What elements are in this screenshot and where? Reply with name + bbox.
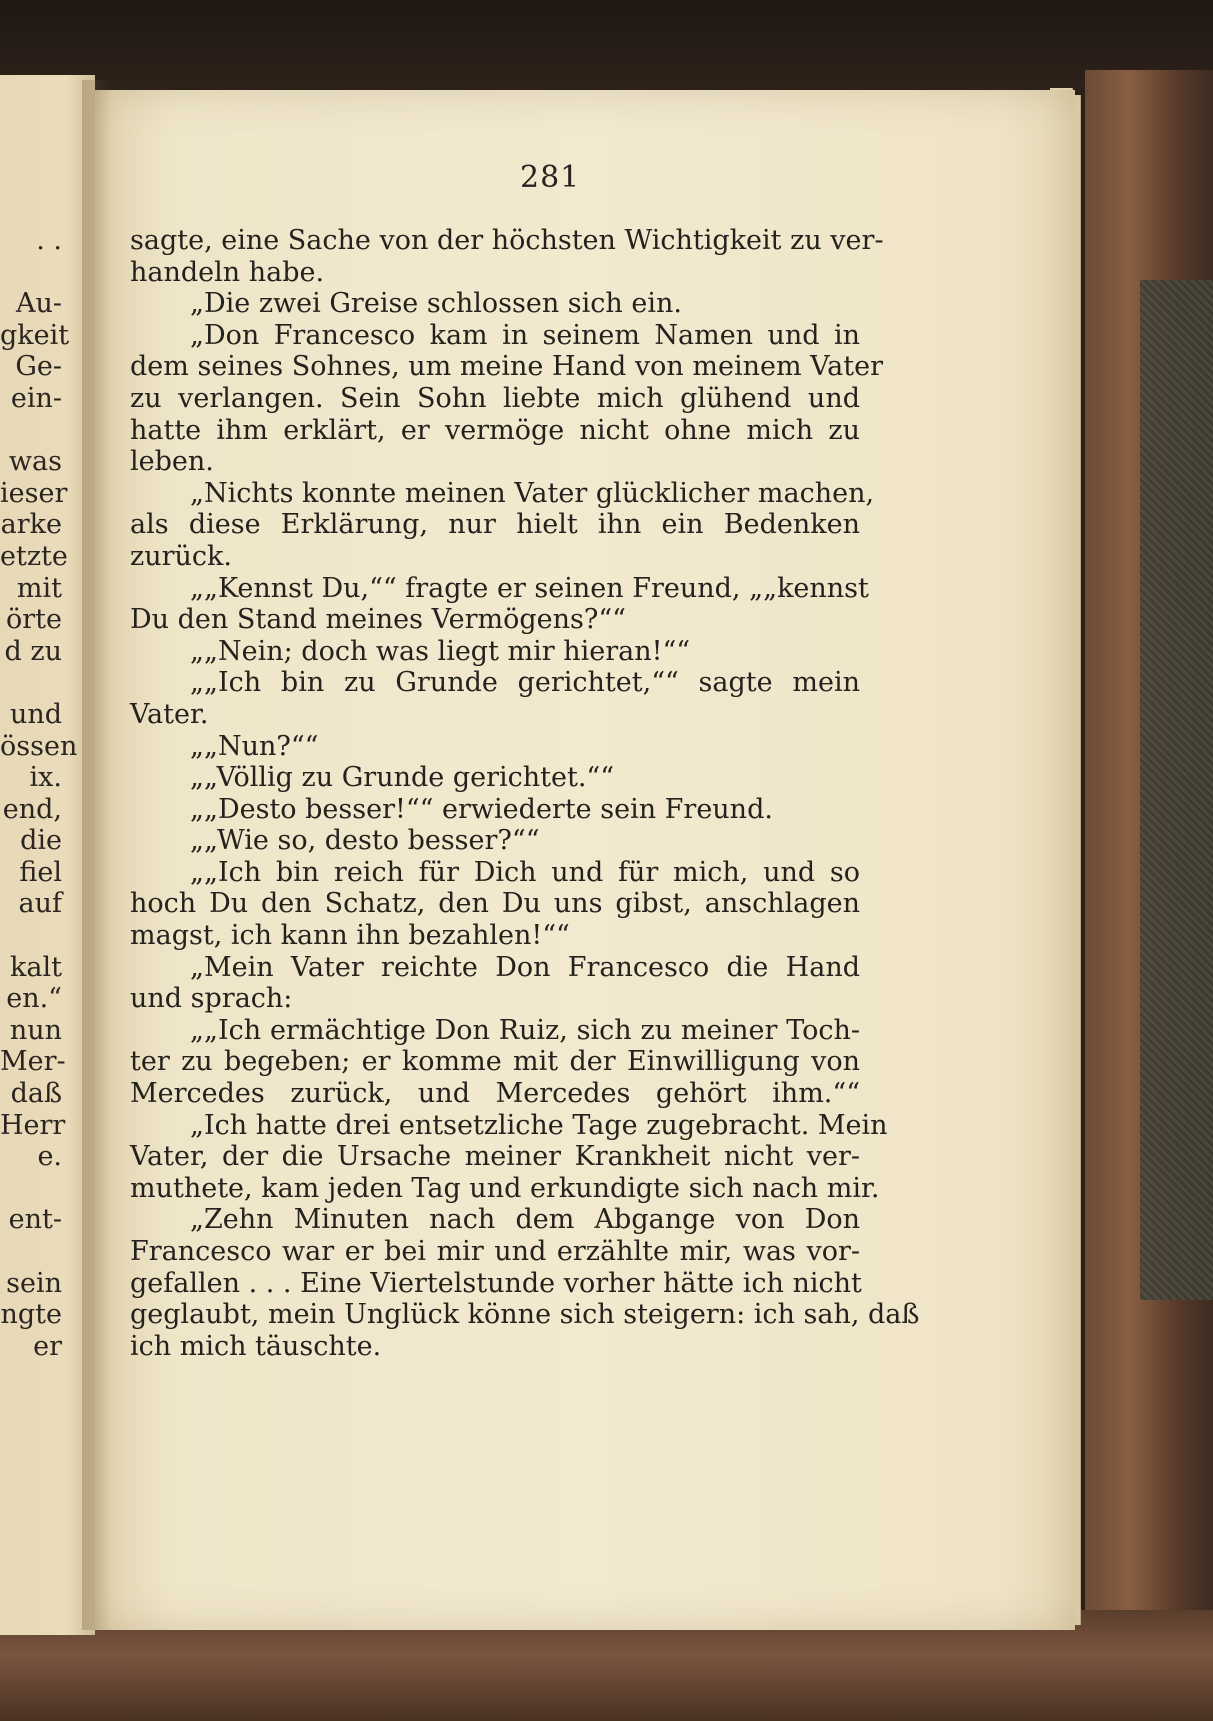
- text-line: magst, ich kann ihn bezahlen!““: [130, 920, 570, 952]
- previous-page-line: mit: [16, 572, 62, 604]
- previous-page-line: örte: [6, 604, 62, 636]
- cover-cloth: [1140, 280, 1213, 1300]
- previous-page-line: ent-: [8, 1204, 62, 1236]
- text-line: „„Kennst Du,““ fragte er seinen Freund, „„kennst: [190, 572, 869, 604]
- text-line: ter zu begeben; er komme mit der Einwilligung von: [130, 1046, 860, 1078]
- previous-page-line: fiel: [19, 856, 62, 888]
- text-line: Vater.: [130, 698, 209, 730]
- text-line: Francesco war er bei mir und erzählte mir, was vor-: [130, 1236, 860, 1267]
- previous-page-line: sein: [6, 1267, 62, 1299]
- previous-page-line: auf: [18, 888, 62, 920]
- text-line: geglaubt, mein Unglück könne sich steigern: ich sah, daß: [130, 1299, 920, 1331]
- text-line: „„Ich bin reich für Dich und für mich, und so: [190, 856, 860, 888]
- previous-page-line: . .: [36, 225, 62, 256]
- text-line: Du den Stand meines Vermögens?““: [130, 604, 626, 636]
- previous-page-line: [0, 257, 62, 289]
- previous-page-line: [0, 415, 62, 447]
- background-shadow: [0, 0, 1213, 90]
- text-line: handeln habe.: [130, 256, 325, 288]
- previous-page-line: Au-: [15, 288, 62, 320]
- text-line: „„Ich bin zu Grunde gerichtet,““ sagte mein: [190, 667, 860, 699]
- text-line: dem seines Sohnes, um meine Hand von meinem Vater: [130, 351, 883, 383]
- previous-page-line: die: [20, 825, 62, 857]
- text-line: „Ich hatte drei entsetzliche Tage zugebracht. Mein: [190, 1109, 888, 1141]
- page-number: 281: [520, 160, 581, 195]
- previous-page-line: kalt: [10, 951, 62, 983]
- previous-page-line: und: [9, 698, 62, 730]
- previous-page-line: etzte: [0, 540, 68, 572]
- text-line: hoch Du den Schatz, den Du uns gibst, anschlagen: [130, 888, 860, 920]
- text-line: „„Ich ermächtige Don Ruiz, sich zu meiner Toch-: [190, 1014, 860, 1046]
- previous-page-line: arke: [0, 509, 62, 541]
- previous-page-line: nun: [9, 1014, 62, 1046]
- previous-page-line: össen: [0, 730, 78, 762]
- previous-page-line: [0, 920, 62, 952]
- previous-page-line: en.“: [6, 983, 62, 1015]
- previous-page-line: e.: [37, 1141, 62, 1173]
- book-gutter: [82, 80, 112, 1630]
- text-line: zurück.: [130, 540, 232, 572]
- previous-page-line: [0, 667, 62, 699]
- text-line: als diese Erklärung, nur hielt ihn ein Bedenken: [130, 509, 860, 541]
- previous-page-line: [0, 1236, 62, 1268]
- text-line: leben.: [130, 446, 214, 478]
- previous-page-text: [0, 225, 78, 1362]
- previous-page-line: ein-: [10, 382, 62, 414]
- previous-page-line: ix.: [29, 762, 62, 794]
- text-line: „Nichts konnte meinen Vater glücklicher machen,: [190, 477, 875, 509]
- text-line: Mercedes zurück, und Mercedes gehört ihm.““: [130, 1078, 860, 1110]
- previous-page-line: Herr: [0, 1109, 66, 1141]
- page-body-text: [130, 225, 920, 1362]
- text-line: muthete, kam jeden Tag und erkundigte sich nach mir.: [130, 1172, 880, 1204]
- text-line: „„Nein; doch was liegt mir hieran!““: [190, 635, 691, 667]
- text-line: „„Desto besser!““ erwiederte sein Freund.: [190, 793, 773, 825]
- text-line: hatte ihm erklärt, er vermöge nicht ohne mich zu: [130, 414, 860, 446]
- text-line: „„Völlig zu Grunde gerichtet.““: [190, 762, 615, 794]
- previous-page-line: gkeit: [0, 319, 70, 351]
- previous-page-line: Ge-: [15, 351, 62, 383]
- text-line: „„Nun?““: [190, 730, 319, 762]
- text-line: und sprach:: [130, 983, 293, 1015]
- text-line: „Die zwei Greise schlossen sich ein.: [190, 288, 682, 320]
- text-line: „Zehn Minuten nach dem Abgange von Don: [190, 1204, 860, 1236]
- previous-page-line: ieser: [0, 477, 68, 509]
- text-line: zu verlangen. Sein Sohn liebte mich glühend und: [130, 382, 860, 414]
- text-line: Vater, der die Ursache meiner Krankheit nicht ver-: [130, 1141, 860, 1173]
- previous-page-line: ngte: [0, 1299, 62, 1331]
- previous-page-line: end,: [2, 793, 62, 825]
- previous-page-line: Mer-: [0, 1046, 66, 1078]
- text-line: ich mich täuschte.: [130, 1330, 382, 1362]
- previous-page-line: d zu: [4, 635, 62, 667]
- text-line: gefallen . . . Eine Viertelstunde vorher hätte ich nicht: [130, 1267, 862, 1299]
- previous-page-line: was: [8, 446, 62, 478]
- text-line: „„Wie so, desto besser?““: [190, 825, 540, 857]
- previous-page-line: er: [33, 1330, 62, 1362]
- previous-page-line: daß: [10, 1078, 62, 1110]
- text-line: sagte, eine Sache von der höchsten Wichtigkeit zu ver-: [130, 225, 884, 256]
- text-line: „Don Francesco kam in seinem Namen und in: [190, 319, 860, 351]
- previous-page-line: [0, 1173, 62, 1205]
- text-line: „Mein Vater reichte Don Francesco die Hand: [190, 951, 860, 983]
